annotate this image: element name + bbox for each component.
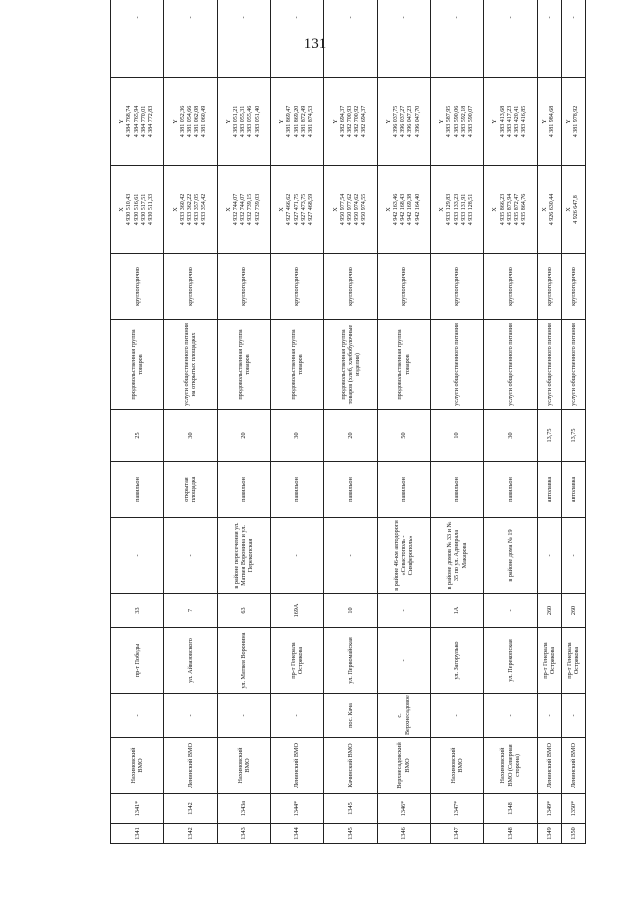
- row-number-cell: 1350*: [561, 794, 585, 824]
- x-coordinates-cell: X 4 950 977,54 4 950 977,62 4 950 974,62 4 950 974,55: [324, 166, 377, 254]
- street-cell: ул. Матвея Воронина: [217, 628, 270, 694]
- x-coordinates-cell: X 4 930 510,43 4 930 516,61 4 930 517,51 4 930 511,33: [111, 166, 164, 254]
- extra-cell: -: [111, 0, 164, 78]
- period-cell: круглогодично: [111, 254, 164, 320]
- row-number-cell: 1346*: [377, 794, 430, 824]
- rotated-table-area: [110, 16, 586, 844]
- row-index-cell: 1350: [561, 824, 585, 844]
- table-row: [164, 0, 217, 844]
- district-cell: Ленинский ВМО: [270, 738, 323, 794]
- page-number: 131: [303, 36, 327, 52]
- table-body: [111, 0, 586, 844]
- landmark-cell: в районе домов № 33 и № 35 по ул. Адмирала Макарова: [430, 518, 483, 594]
- y-coordinates-cell: Y 4 382 694,37 4 382 700,93 4 382 700,92 4 382 694,37: [324, 78, 377, 166]
- y-coordinates-cell: Y 4 383 587,95 4 383 590,06 4 383 592,18 4 383 590,07: [430, 78, 483, 166]
- table-row: [537, 0, 561, 844]
- extra-cell: -: [561, 0, 585, 78]
- street-cell: пр-т Победы: [111, 628, 164, 694]
- row-index-cell: 1342: [164, 824, 217, 844]
- table-row: [430, 0, 483, 844]
- district-cell: Нахимовский ВМО: [217, 738, 270, 794]
- specialization-cell: продовольственная группа товаров (хлеб, хлебобулочные изделия): [324, 320, 377, 410]
- table-row: [217, 0, 270, 844]
- specialization-cell: услуги общественного питания: [430, 320, 483, 410]
- registry-table: [110, 0, 586, 844]
- house-number-cell: 169А: [270, 594, 323, 628]
- object-type-cell: павильон: [377, 462, 430, 518]
- table-row: [377, 0, 430, 844]
- area-cell: 10: [430, 410, 483, 462]
- extra-cell: -: [537, 0, 561, 78]
- row-number-cell: 1349*: [537, 794, 561, 824]
- specialization-cell: продовольственная группа товаров: [111, 320, 164, 410]
- street-cell: ул. Айвазовского: [164, 628, 217, 694]
- y-coordinates-cell: Y 4 381 052,36 4 381 054,66 4 381 062,08 4 381 060,49: [164, 78, 217, 166]
- x-coordinates-cell: X 4 935 866,23 4 935 873,94 4 935 872,47 4 935 864,76: [484, 166, 537, 254]
- specialization-cell: услуги общественного питания: [484, 320, 537, 410]
- street-cell: пр-т Генерала Острякова: [561, 628, 585, 694]
- y-coordinates-cell: Y 4 383 413,68 4 383 417,23 4 383 420,41 4 383 416,85: [484, 78, 537, 166]
- house-number-cell: -: [484, 594, 537, 628]
- district-cell: Нахимовский ВМО (Северная сторона): [484, 738, 537, 794]
- settlement-cell: -: [484, 694, 537, 738]
- object-type-cell: павильон: [111, 462, 164, 518]
- table-row: [270, 0, 323, 844]
- house-number-cell: 1А: [430, 594, 483, 628]
- specialization-cell: услуги общественного питания: [537, 320, 561, 410]
- row-number-cell: 1345: [324, 794, 377, 824]
- district-cell: Верхнесадовский ВМО: [377, 738, 430, 794]
- period-cell: круглогодично: [164, 254, 217, 320]
- row-index-cell: 1343: [217, 824, 270, 844]
- extra-cell: -: [377, 0, 430, 78]
- settlement-cell: -: [164, 694, 217, 738]
- y-coordinates-cell: Y 4 381 984,68: [537, 78, 561, 166]
- extra-cell: -: [484, 0, 537, 78]
- street-cell: -: [377, 628, 430, 694]
- settlement-cell: -: [537, 694, 561, 738]
- row-index-cell: 1344: [270, 824, 323, 844]
- area-cell: 20: [217, 410, 270, 462]
- table-row: [561, 0, 585, 844]
- settlement-cell: -: [430, 694, 483, 738]
- row-number-cell: 1341*: [111, 794, 164, 824]
- row-number-cell: 1348: [484, 794, 537, 824]
- row-number-cell: 1347*: [430, 794, 483, 824]
- settlement-cell: -: [270, 694, 323, 738]
- object-type-cell: автолавка: [561, 462, 585, 518]
- extra-cell: -: [217, 0, 270, 78]
- period-cell: круглогодично: [537, 254, 561, 320]
- area-cell: 50: [377, 410, 430, 462]
- row-index-cell: 1348: [484, 824, 537, 844]
- landmark-cell: -: [537, 518, 561, 594]
- object-type-cell: автолавка: [537, 462, 561, 518]
- period-cell: круглогодично: [270, 254, 323, 320]
- house-number-cell: 10: [324, 594, 377, 628]
- y-coordinates-cell: Y 4 384 768,74 4 384 765,94 4 384 770,01 4 384 772,83: [111, 78, 164, 166]
- settlement-cell: пос. Кача: [324, 694, 377, 738]
- landmark-cell: -: [270, 518, 323, 594]
- y-coordinates-cell: Y 4 383 051,21 4 383 055,31 4 383 055,46 4 383 051,40: [217, 78, 270, 166]
- period-cell: круглогодично: [561, 254, 585, 320]
- period-cell: круглогодично: [484, 254, 537, 320]
- house-number-cell: 260: [537, 594, 561, 628]
- district-cell: Качинский ВМО: [324, 738, 377, 794]
- specialization-cell: услуги общественного питания на открытых площадках: [164, 320, 217, 410]
- landmark-cell: -: [164, 518, 217, 594]
- extra-cell: -: [430, 0, 483, 78]
- row-index-cell: 1341: [111, 824, 164, 844]
- row-index-cell: 1347: [430, 824, 483, 844]
- house-number-cell: 33: [111, 594, 164, 628]
- object-type-cell: павильон: [484, 462, 537, 518]
- specialization-cell: продовольственная группа товаров: [217, 320, 270, 410]
- row-index-cell: 1349: [537, 824, 561, 844]
- extra-cell: -: [270, 0, 323, 78]
- period-cell: круглогодично: [377, 254, 430, 320]
- district-cell: Нахимовский ВМО: [430, 738, 483, 794]
- specialization-cell: услуги общественного питания: [561, 320, 585, 410]
- area-cell: 30: [164, 410, 217, 462]
- y-coordinates-cell: Y 4 381 869,47 4 381 869,20 4 381 872,49 4 381 874,53: [270, 78, 323, 166]
- specialization-cell: продовольственная группа товаров: [377, 320, 430, 410]
- y-coordinates-cell: Y 4 396 037,75 4 396 037,27 4 396 047,23 4 396 047,70: [377, 78, 430, 166]
- house-number-cell: 63: [217, 594, 270, 628]
- period-cell: круглогодично: [430, 254, 483, 320]
- settlement-cell: с. Верхнесадовое: [377, 694, 430, 738]
- settlement-cell: -: [561, 694, 585, 738]
- period-cell: круглогодично: [217, 254, 270, 320]
- x-coordinates-cell: X 4 926 630,44: [537, 166, 561, 254]
- house-number-cell: 260: [561, 594, 585, 628]
- street-cell: ул. Перекопская: [484, 628, 537, 694]
- settlement-cell: -: [217, 694, 270, 738]
- row-number-cell: 1344*: [270, 794, 323, 824]
- object-type-cell: павильон: [324, 462, 377, 518]
- landmark-cell: -: [561, 518, 585, 594]
- x-coordinates-cell: X 4 926 647,8: [561, 166, 585, 254]
- row-number-cell: 1342: [164, 794, 217, 824]
- house-number-cell: -: [377, 594, 430, 628]
- street-cell: пр-т Генерала Острякова: [270, 628, 323, 694]
- rotated-table: [110, 16, 586, 844]
- landmark-cell: в районе дома № 19: [484, 518, 537, 594]
- area-cell: 30: [270, 410, 323, 462]
- x-coordinates-cell: X 4 942 163,46 4 942 168,43 4 942 169,38 4 942 164,40: [377, 166, 430, 254]
- extra-cell: -: [164, 0, 217, 78]
- x-coordinates-cell: X 4 927 466,62 4 927 471,75 4 927 473,75 4 927 468,59: [270, 166, 323, 254]
- table-row: [324, 0, 377, 844]
- specialization-cell: продовольственная группа товаров: [270, 320, 323, 410]
- area-cell: 25: [111, 410, 164, 462]
- object-type-cell: павильон: [270, 462, 323, 518]
- street-cell: пр-т Генерала Острякова: [537, 628, 561, 694]
- district-cell: Ленинский ВМО: [537, 738, 561, 794]
- landmark-cell: в районе 46-км автодороги «Севастополь - Симферополь»: [377, 518, 430, 594]
- area-cell: 13,75: [561, 410, 585, 462]
- settlement-cell: -: [111, 694, 164, 738]
- landmark-cell: -: [324, 518, 377, 594]
- object-type-cell: павильон: [430, 462, 483, 518]
- district-cell: Ленинский ВМО: [561, 738, 585, 794]
- object-type-cell: открытая площадка: [164, 462, 217, 518]
- row-index-cell: 1345: [324, 824, 377, 844]
- object-type-cell: павильон: [217, 462, 270, 518]
- area-cell: 13,75: [537, 410, 561, 462]
- period-cell: круглогодично: [324, 254, 377, 320]
- street-cell: ул. Первомайская: [324, 628, 377, 694]
- landmark-cell: -: [111, 518, 164, 594]
- area-cell: 20: [324, 410, 377, 462]
- extra-cell: -: [324, 0, 377, 78]
- x-coordinates-cell: X 4 933 129,83 4 933 133,23 4 933 131,91 4 933 128,51: [430, 166, 483, 254]
- district-cell: Нахимовский ВМО: [111, 738, 164, 794]
- house-number-cell: 7: [164, 594, 217, 628]
- landmark-cell: в районе пересечения ул. Матвея Воронина и ул. Перекопская: [217, 518, 270, 594]
- x-coordinates-cell: X 4 932 744,07 4 932 744,07 4 932 739,15 4 932 739,03: [217, 166, 270, 254]
- x-coordinates-cell: X 4 933 360,42 4 933 362,22 4 933 357,05 4 933 354,42: [164, 166, 217, 254]
- district-cell: Ленинский ВМО: [164, 738, 217, 794]
- y-coordinates-cell: Y 4 381 978,92: [561, 78, 585, 166]
- row-index-cell: 1346: [377, 824, 430, 844]
- table-row: [484, 0, 537, 844]
- row-number-cell: 1343а: [217, 794, 270, 824]
- table-row: [111, 0, 164, 844]
- street-cell: ул. Загорулько: [430, 628, 483, 694]
- area-cell: 30: [484, 410, 537, 462]
